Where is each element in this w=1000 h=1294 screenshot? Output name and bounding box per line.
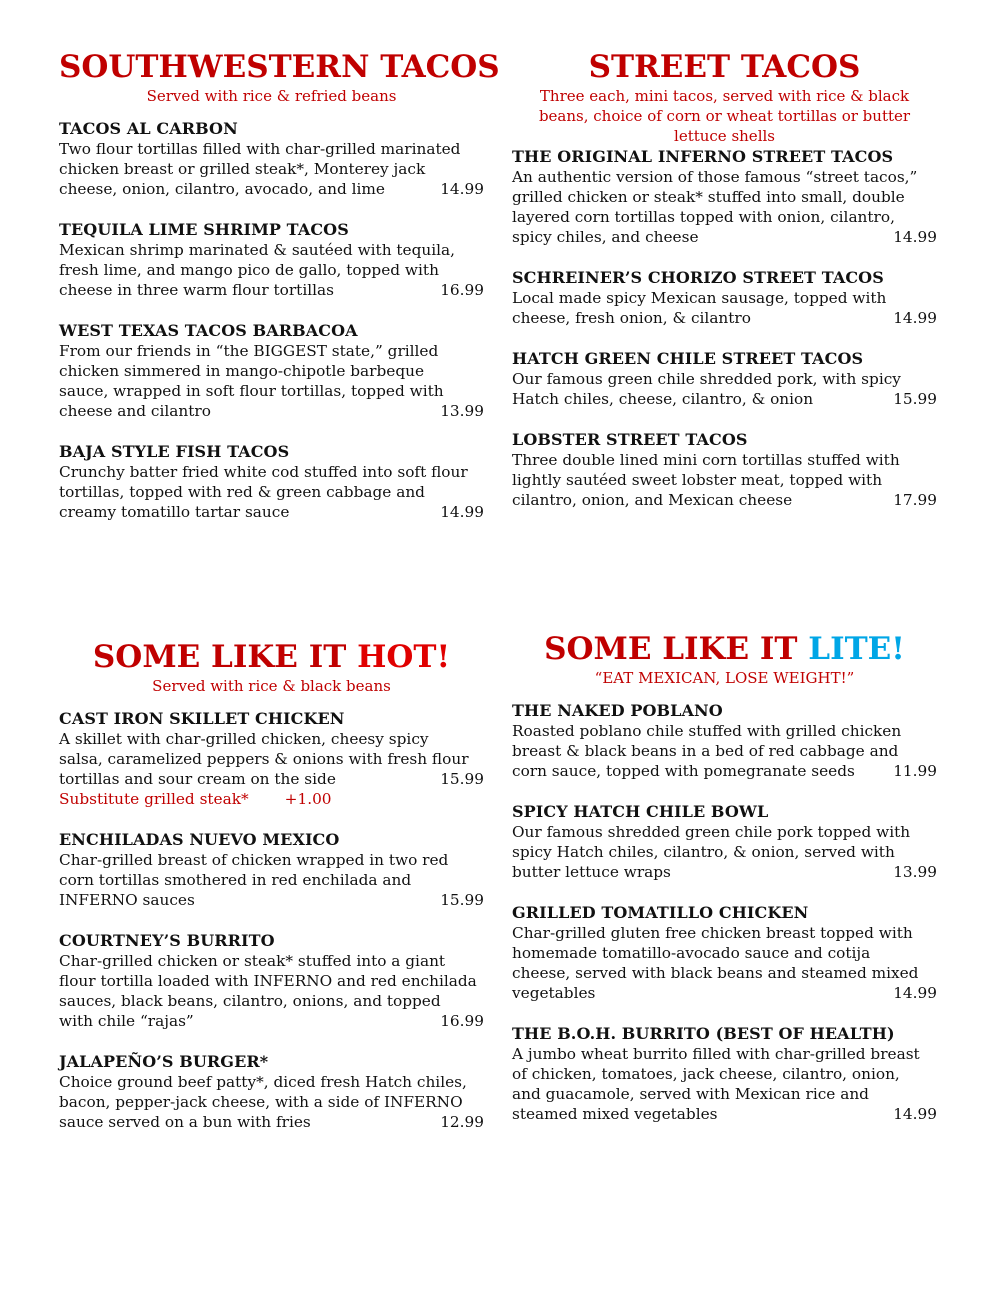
- description-line: [59, 850, 484, 870]
- description-line: [512, 1084, 937, 1104]
- section-some-like-it-lite: [512, 630, 937, 1144]
- subtitle-line: beans, choice of corn or wheat tortillas or butter: [538, 107, 911, 125]
- menu-item-name: WEST TEXAS TACOS BARBACOA: [59, 321, 358, 340]
- description-text: Char-grilled chicken or steak* stuffed into a giant: [59, 952, 446, 970]
- description-text: spicy chiles, and cheese: [512, 228, 699, 246]
- description-text: sauce served on a bun with fries: [59, 1113, 311, 1131]
- description-line: [59, 240, 484, 260]
- section-title: STREET TACOS: [588, 49, 861, 85]
- menu-item-price: 14.99: [440, 180, 484, 198]
- menu-item-price: 13.99: [893, 863, 937, 881]
- description-text: An authentic version of those famous “street tacos,”: [512, 168, 918, 186]
- description-line: [59, 729, 484, 749]
- menu-item-name: SCHREINER’S CHORIZO STREET TACOS: [512, 268, 884, 287]
- menu-item-name: ENCHILADAS NUEVO MEXICO: [59, 830, 340, 849]
- description-line: [59, 179, 484, 199]
- description-line: [59, 870, 484, 890]
- menu-item-price: 12.99: [440, 1113, 484, 1131]
- menu-item-description: [512, 1044, 937, 1124]
- description-line: [512, 721, 937, 741]
- description-text: tortillas and sour cream on the side: [59, 770, 336, 788]
- menu-item-name: SPICY HATCH CHILE BOWL: [512, 802, 769, 821]
- description-text: A skillet with char-grilled chicken, cheesy spicy: [59, 730, 429, 748]
- description-text: Two flour tortillas filled with char-grilled marinated: [59, 140, 461, 158]
- description-text: A jumbo wheat burrito filled with char-grilled breast: [512, 1045, 920, 1063]
- menu-item-price: 14.99: [440, 503, 484, 521]
- description-line: [512, 862, 937, 882]
- menu-item-price: 15.99: [440, 891, 484, 909]
- section-southwestern-tacos: [59, 48, 500, 542]
- menu-item: [512, 801, 937, 882]
- menu-item: [512, 429, 937, 510]
- description-line: [512, 963, 937, 983]
- description-line: [512, 490, 937, 510]
- description-text: steamed mixed vegetables: [512, 1105, 718, 1123]
- description-text: with chile “rajas”: [59, 1012, 194, 1030]
- description-line: [512, 207, 937, 227]
- section-title: [512, 630, 937, 668]
- menu-item-price: 15.99: [440, 770, 484, 788]
- description-text: spicy Hatch chiles, cilantro, & onion, served with: [512, 843, 895, 861]
- menu-item-description: [59, 240, 484, 300]
- description-text: grilled chicken or steak* stuffed into small, double: [512, 188, 905, 206]
- menu-item-name: COURTNEY’S BURRITO: [59, 931, 275, 950]
- menu-item-price: 16.99: [440, 1012, 484, 1030]
- description-text: lightly sautéed sweet lobster meat, topped with: [512, 471, 883, 489]
- description-line: [59, 381, 484, 401]
- description-text: layered corn tortillas topped with onion, cilantro,: [512, 208, 895, 226]
- menu-item: [59, 708, 484, 809]
- description-line: [512, 741, 937, 761]
- section-subtitle: [512, 86, 937, 146]
- menu-item-description: [59, 1072, 484, 1132]
- title-main: SOME LIKE IT: [544, 631, 809, 667]
- menu-item: [59, 219, 484, 300]
- menu-item-description: [59, 850, 484, 910]
- description-line: [512, 983, 937, 1003]
- section-title: [59, 638, 484, 676]
- menu-item: [59, 441, 484, 522]
- menu-item-description: [512, 721, 937, 781]
- menu-item: [59, 320, 484, 421]
- menu-item: [59, 118, 484, 199]
- menu-item: [512, 1023, 937, 1124]
- description-line: [512, 761, 937, 781]
- description-text: sauce, wrapped in soft flour tortillas, topped with: [59, 382, 444, 400]
- menu-item-price: 14.99: [893, 984, 937, 1002]
- description-text: sauces, black beans, cilantro, onions, and topped: [59, 992, 441, 1010]
- menu-item-description: [59, 951, 484, 1031]
- section-subtitle: “EAT MEXICAN, LOSE WEIGHT!”: [594, 669, 855, 687]
- description-line: [59, 401, 484, 421]
- description-text: Our famous green chile shredded pork, with spicy: [512, 370, 901, 388]
- menu-item-name: JALAPEÑO’S BURGER*: [59, 1052, 269, 1071]
- description-text: of chicken, tomatoes, jack cheese, cilantro, onion,: [512, 1065, 900, 1083]
- menu-item-price: 11.99: [893, 762, 937, 780]
- description-line: [512, 822, 937, 842]
- description-line: [59, 749, 484, 769]
- description-text: chicken simmered in mango-chipotle barbeque: [59, 362, 425, 380]
- description-text: cilantro, onion, and Mexican cheese: [512, 491, 793, 509]
- menu-item-name: THE ORIGINAL INFERNO STREET TACOS: [512, 147, 894, 166]
- description-text: chicken breast or grilled steak*, Monterey jack: [59, 160, 426, 178]
- title-accent: HOT!: [357, 639, 451, 675]
- description-text: Crunchy batter fried white cod stuffed into soft flour: [59, 463, 468, 481]
- menu-item-name: CAST IRON SKILLET CHICKEN: [59, 709, 345, 728]
- description-text: butter lettuce wraps: [512, 863, 671, 881]
- description-line: [512, 369, 937, 389]
- description-line: [512, 1064, 937, 1084]
- description-line: [59, 280, 484, 300]
- description-text: flour tortilla loaded with INFERNO and red enchilada: [59, 972, 477, 990]
- description-text: Roasted poblano chile stuffed with grilled chicken: [512, 722, 902, 740]
- menu-item-price: 14.99: [893, 1105, 937, 1123]
- description-line: [59, 1092, 484, 1112]
- section-street-tacos: [512, 48, 937, 530]
- description-line: [512, 842, 937, 862]
- menu-item-name: TACOS AL CARBON: [59, 119, 238, 138]
- menu-item-name: HATCH GREEN CHILE STREET TACOS: [512, 349, 864, 368]
- description-text: cheese, onion, cilantro, avocado, and lime: [59, 180, 385, 198]
- menu-item-name: TEQUILA LIME SHRIMP TACOS: [59, 220, 349, 239]
- description-line: [512, 1044, 937, 1064]
- description-text: corn tortillas smothered in red enchilada and: [59, 871, 412, 889]
- description-text: salsa, caramelized peppers & onions with fresh flour: [59, 750, 469, 768]
- menu-item-price: 13.99: [440, 402, 484, 420]
- menu-item-name: BAJA STYLE FISH TACOS: [59, 442, 290, 461]
- description-text: and guacamole, served with Mexican rice and: [512, 1085, 869, 1103]
- description-line: [512, 389, 937, 409]
- menu-item-name: GRILLED TOMATILLO CHICKEN: [512, 903, 809, 922]
- description-text: bacon, pepper-jack cheese, with a side of INFERNO: [59, 1093, 463, 1111]
- description-line: [59, 159, 484, 179]
- menu-item-description: [59, 729, 484, 789]
- menu-item-price: 17.99: [893, 491, 937, 509]
- subtitle-line: Three each, mini tacos, served with rice & black: [539, 87, 910, 105]
- description-text: tortillas, topped with red & green cabbage and: [59, 483, 425, 501]
- menu-item-description: [59, 139, 484, 199]
- menu-item-description: [512, 369, 937, 409]
- description-text: creamy tomatillo tartar sauce: [59, 503, 290, 521]
- menu-item: [512, 700, 937, 781]
- section-some-like-it-hot: [59, 638, 484, 1152]
- title-main: SOME LIKE IT: [92, 639, 358, 675]
- menu-item-description: [512, 450, 937, 510]
- description-text: cheese, served with black beans and steamed mixed: [512, 964, 919, 982]
- description-line: [59, 951, 484, 971]
- section-title: SOUTHWESTERN TACOS: [59, 49, 500, 85]
- description-line: [512, 1104, 937, 1124]
- description-text: vegetables: [512, 984, 596, 1002]
- menu-item-price: 14.99: [893, 309, 937, 327]
- description-line: [59, 769, 484, 789]
- description-line: [59, 260, 484, 280]
- description-text: Hatch chiles, cheese, cilantro, & onion: [512, 390, 814, 408]
- menu-item: [512, 146, 937, 247]
- description-text: fresh lime, and mango pico de gallo, topped with: [59, 261, 439, 279]
- menu-item-name: THE NAKED POBLANO: [512, 701, 723, 720]
- description-line: [512, 227, 937, 247]
- description-text: Char-grilled gluten free chicken breast topped with: [512, 924, 913, 942]
- substitute-option: [59, 789, 484, 809]
- description-line: [59, 462, 484, 482]
- section-subtitle: Served with rice & black beans: [152, 677, 391, 695]
- description-line: [512, 288, 937, 308]
- description-text: Char-grilled breast of chicken wrapped in two red: [59, 851, 449, 869]
- menu-item-description: [512, 288, 937, 328]
- menu-item-price: 15.99: [893, 390, 937, 408]
- menu-item-description: [59, 341, 484, 421]
- description-line: [512, 470, 937, 490]
- description-text: Mexican shrimp marinated & sautéed with tequila,: [59, 241, 456, 259]
- menu-item-description: [59, 462, 484, 522]
- description-line: [59, 502, 484, 522]
- description-text: Three double lined mini corn tortillas stuffed with: [512, 451, 900, 469]
- description-text: Our famous shredded green chile pork topped with: [512, 823, 911, 841]
- menu-item: [512, 348, 937, 409]
- menu-item: [512, 267, 937, 328]
- description-line: [512, 187, 937, 207]
- menu-item-description: [512, 167, 937, 247]
- description-line: [59, 1112, 484, 1132]
- description-line: [512, 450, 937, 470]
- description-text: breast & black beans in a bed of red cabbage and: [512, 742, 899, 760]
- description-line: [59, 991, 484, 1011]
- menu-item-name: LOBSTER STREET TACOS: [512, 430, 748, 449]
- description-text: Choice ground beef patty*, diced fresh Hatch chiles,: [59, 1073, 467, 1091]
- subtitle-line: lettuce shells: [674, 127, 775, 145]
- title-accent: LITE!: [808, 631, 905, 667]
- description-line: [512, 943, 937, 963]
- substitute-price: +1.00: [284, 790, 332, 808]
- description-line: [512, 167, 937, 187]
- description-line: [512, 923, 937, 943]
- menu-item-name: THE B.O.H. BURRITO (BEST OF HEALTH): [512, 1024, 895, 1043]
- description-line: [59, 1011, 484, 1031]
- description-line: [59, 971, 484, 991]
- menu-item: [59, 930, 484, 1031]
- description-text: From our friends in “the BIGGEST state,” grilled: [59, 342, 439, 360]
- menu-item: [59, 1051, 484, 1132]
- menu-item-price: 14.99: [893, 228, 937, 246]
- description-line: [59, 361, 484, 381]
- description-text: cheese, fresh onion, & cilantro: [512, 309, 751, 327]
- description-line: [59, 341, 484, 361]
- menu-item: [512, 902, 937, 1003]
- description-line: [59, 890, 484, 910]
- description-text: Local made spicy Mexican sausage, topped with: [512, 289, 887, 307]
- description-line: [59, 1072, 484, 1092]
- substitute-text: Substitute grilled steak*: [59, 790, 249, 808]
- section-subtitle: Served with rice & refried beans: [146, 87, 397, 105]
- description-text: INFERNO sauces: [59, 891, 195, 909]
- menu-item: [59, 829, 484, 910]
- description-text: cheese and cilantro: [59, 402, 211, 420]
- menu-item-price: 16.99: [440, 281, 484, 299]
- menu-item-description: [512, 822, 937, 882]
- description-line: [59, 139, 484, 159]
- menu-item-description: [512, 923, 937, 1003]
- description-line: [59, 482, 484, 502]
- description-text: homemade tomatillo-avocado sauce and cotija: [512, 944, 871, 962]
- description-text: cheese in three warm flour tortillas: [59, 281, 334, 299]
- description-line: [512, 308, 937, 328]
- description-text: corn sauce, topped with pomegranate seeds: [512, 762, 855, 780]
